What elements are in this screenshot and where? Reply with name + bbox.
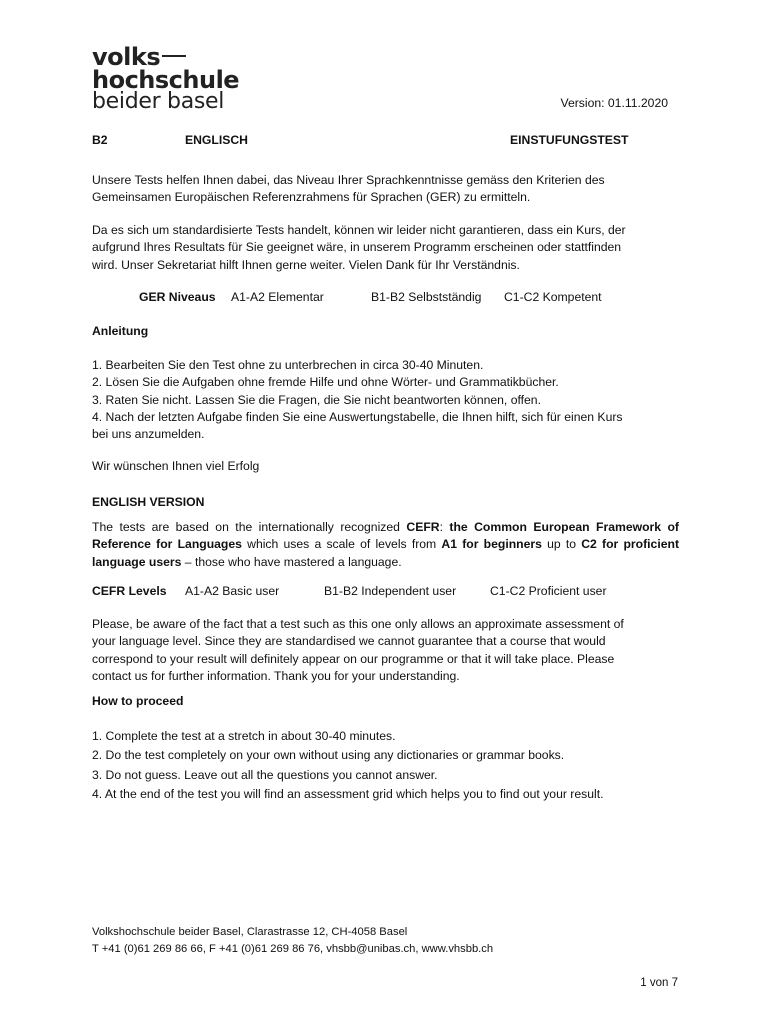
list-item: 3. Do not guess. Leave out all the questions you cannot answer.: [92, 767, 438, 782]
list-item: 1. Complete the test at a stretch in about 30-40 minutes.: [92, 729, 396, 743]
ger-level-a: A1-A2 Elementar: [231, 290, 324, 304]
de-disclaimer-line: wird. Unser Sekretariat hilft Ihnen gerne weiter. Vielen Dank für Ihr Verständnis.: [92, 257, 520, 272]
de-instructions-title: Anleitung: [92, 324, 149, 338]
logo: [92, 45, 239, 113]
heading-subject: ENGLISCH: [185, 133, 248, 147]
list-item: 2. Do the test completely on your own without using any dictionaries or grammar books.: [92, 748, 565, 763]
list-item: 2. Lösen Sie die Aufgaben ohne fremde Hilfe und ohne Wörter- und Grammatikbücher.: [92, 375, 559, 390]
list-item: 4. Nach der letzten Aufgabe finden Sie eine Auswertungstabelle, die Ihnen hilft, sich für einen Kurs: [92, 409, 623, 424]
logo-line-volks: volks: [92, 43, 161, 71]
en-disclaimer-line: correspond to your result will definitely appear on our programme or that it will take place. Please: [92, 651, 615, 666]
en-intro-bold: the Common European Framework of Reference for Languages: [92, 520, 679, 552]
en-disclaimer: [92, 616, 624, 685]
en-intro-bold: A1 for beginners: [441, 537, 542, 552]
en-intro-bold: C2 for proficient language users: [92, 537, 680, 569]
en-intro-text: :: [439, 520, 450, 534]
cefr-level-c: C1-C2 Proficient user: [490, 584, 607, 598]
ger-level-c: C1-C2 Kompetent: [504, 290, 602, 304]
heading-level: B2: [92, 133, 108, 147]
de-disclaimer-line: Da es sich um standardisierte Tests handelt, können wir leider nicht garantieren, dass ein Kurs, der: [92, 223, 626, 237]
cefr-level-b: B1-B2 Independent user: [324, 584, 457, 598]
logo-dash: [162, 55, 186, 57]
page-number: 1 von 7: [640, 977, 678, 989]
en-disclaimer-line: your language level. Since they are standardised we cannot guarantee that a course that would: [92, 634, 606, 649]
en-proceed-list: [92, 727, 603, 804]
en-title: ENGLISH VERSION: [92, 495, 205, 509]
list-item: bei uns anzumelden.: [92, 427, 205, 442]
en-disclaimer-line: Please, be aware of the fact that a test such as this one only allows an approximate assessment of: [92, 617, 624, 631]
en-intro-text: up to: [541, 537, 582, 552]
list-item: 1. Bearbeiten Sie den Test ohne zu unterbrechen in circa 30-40 Minuten.: [92, 358, 484, 372]
ger-levels-label: GER Niveaus: [139, 290, 216, 304]
footer-address: Volkshochschule beider Basel, Clarastrasse 12, CH-4058 Basel: [92, 926, 408, 938]
cefr-level-a: A1-A2 Basic user: [185, 584, 280, 598]
en-intro-bold: CEFR: [406, 520, 440, 534]
en-disclaimer-line: contact us for further information. Thank you for your understanding.: [92, 668, 460, 683]
de-intro: [92, 172, 605, 207]
cefr-levels-label: CEFR Levels: [92, 584, 167, 598]
en-intro-text: which uses a scale of levels from: [241, 537, 442, 552]
footer: [92, 924, 493, 957]
version-label: Version: 01.11.2020: [560, 96, 668, 110]
de-intro-line: Unsere Tests helfen Ihnen dabei, das Niveau Ihrer Sprachkenntnisse gemäss den Kriterien des: [92, 173, 605, 187]
de-intro-line: Gemeinsamen Europäischen Referenzrahmens für Sprachen (GER) zu ermitteln.: [92, 190, 531, 205]
de-disclaimer-line: aufgrund Ihres Resultats für Sie geeignet wäre, in unserem Programm erscheinen oder stattfinden: [92, 240, 622, 255]
logo-line-hochschule: hochschule: [92, 66, 240, 94]
footer-contact: T +41 (0)61 269 86 66, F +41 (0)61 269 86 76, vhsbb@unibas.ch, www.vhsbb.ch: [92, 942, 494, 955]
logo-line-beider-basel: beider basel: [92, 89, 225, 114]
en-intro-text: – those who have mastered a language.: [181, 554, 402, 569]
de-wish: Wir wünschen Ihnen viel Erfolg: [92, 459, 260, 473]
ger-level-b: B1-B2 Selbstständig: [371, 290, 482, 304]
en-intro: [92, 519, 679, 571]
en-proceed-title: How to proceed: [92, 694, 184, 708]
en-intro-text: The tests are based on the internationally recognized: [92, 520, 407, 534]
de-disclaimer: [92, 222, 626, 274]
heading-test: EINSTUFUNGSTEST: [510, 133, 629, 147]
de-instructions-list: [92, 357, 623, 443]
list-item: 3. Raten Sie nicht. Lassen Sie die Fragen, die Sie nicht beantworten können, offen.: [92, 392, 541, 407]
list-item: 4. At the end of the test you will find an assessment grid which helps you to find out your result.: [92, 786, 604, 801]
